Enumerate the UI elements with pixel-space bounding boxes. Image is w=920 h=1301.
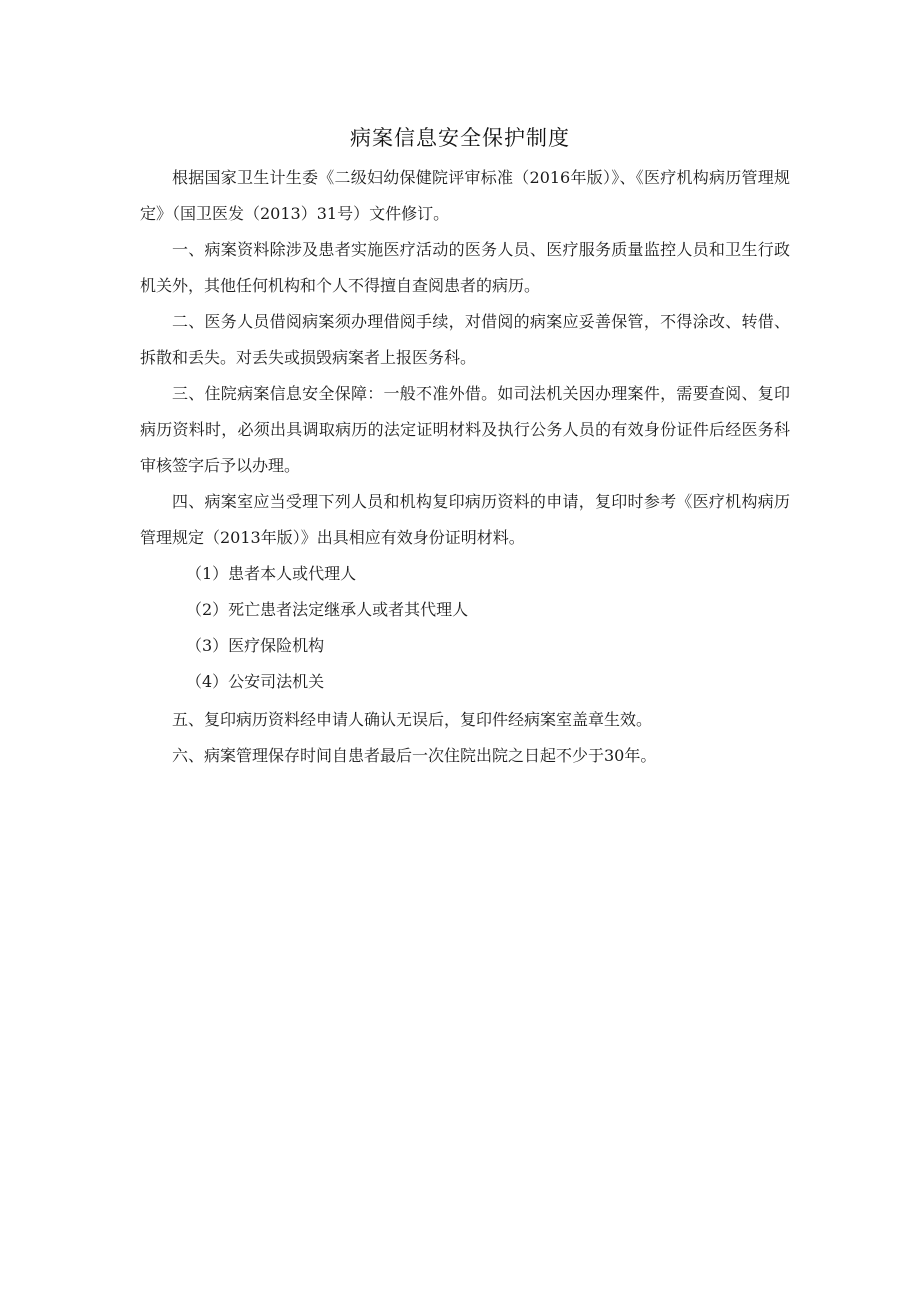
section-2-paragraph: 二、医务人员借阅病案须办理借阅手续，对借阅的病案应妥善保管，不得涂改、转借、拆散和丢失。对丢失或损毁病案者上报医务科。 (140, 312, 790, 367)
document-body (140, 160, 790, 774)
list-item: （1）患者本人或代理人 (186, 564, 357, 583)
section-1-paragraph: 一、病案资料除涉及患者实施医疗活动的医务人员、医疗服务质量监控人员和卫生行政机关外，其他任何机构和个人不得擅自查阅患者的病历。 (140, 240, 790, 295)
section-6-paragraph: 六、病案管理保存时间自患者最后一次住院出院之日起不少于30年。 (172, 746, 657, 765)
section-5-paragraph: 五、复印病历资料经申请人确认无误后，复印件经病案室盖章生效。 (172, 710, 653, 729)
list-item: （3）医疗保险机构 (186, 636, 325, 655)
requester-list (140, 556, 790, 700)
intro-paragraph: 根据国家卫生计生委《二级妇幼保健院评审标准（2016年版）》、《医疗机构病历管理规定》（国卫医发（2013）31号）文件修订。 (140, 168, 790, 223)
list-item: （4）公安司法机关 (186, 672, 325, 691)
section-4-paragraph: 四、病案室应当受理下列人员和机构复印病历资料的申请，复印时参考《医疗机构病历管理规定（2013年版）》出具相应有效身份证明材料。 (140, 492, 790, 547)
list-item: （2）死亡患者法定继承人或者其代理人 (186, 600, 469, 619)
section-3-paragraph: 三、住院病案信息安全保障：一般不准外借。如司法机关因办理案件，需要查阅、复印病历资料时，必须出具调取病历的法定证明材料及执行公务人员的有效身份证件后经医务科审核签字后予以办理。 (140, 384, 790, 475)
document-title: 病案信息安全保护制度 (350, 126, 570, 150)
